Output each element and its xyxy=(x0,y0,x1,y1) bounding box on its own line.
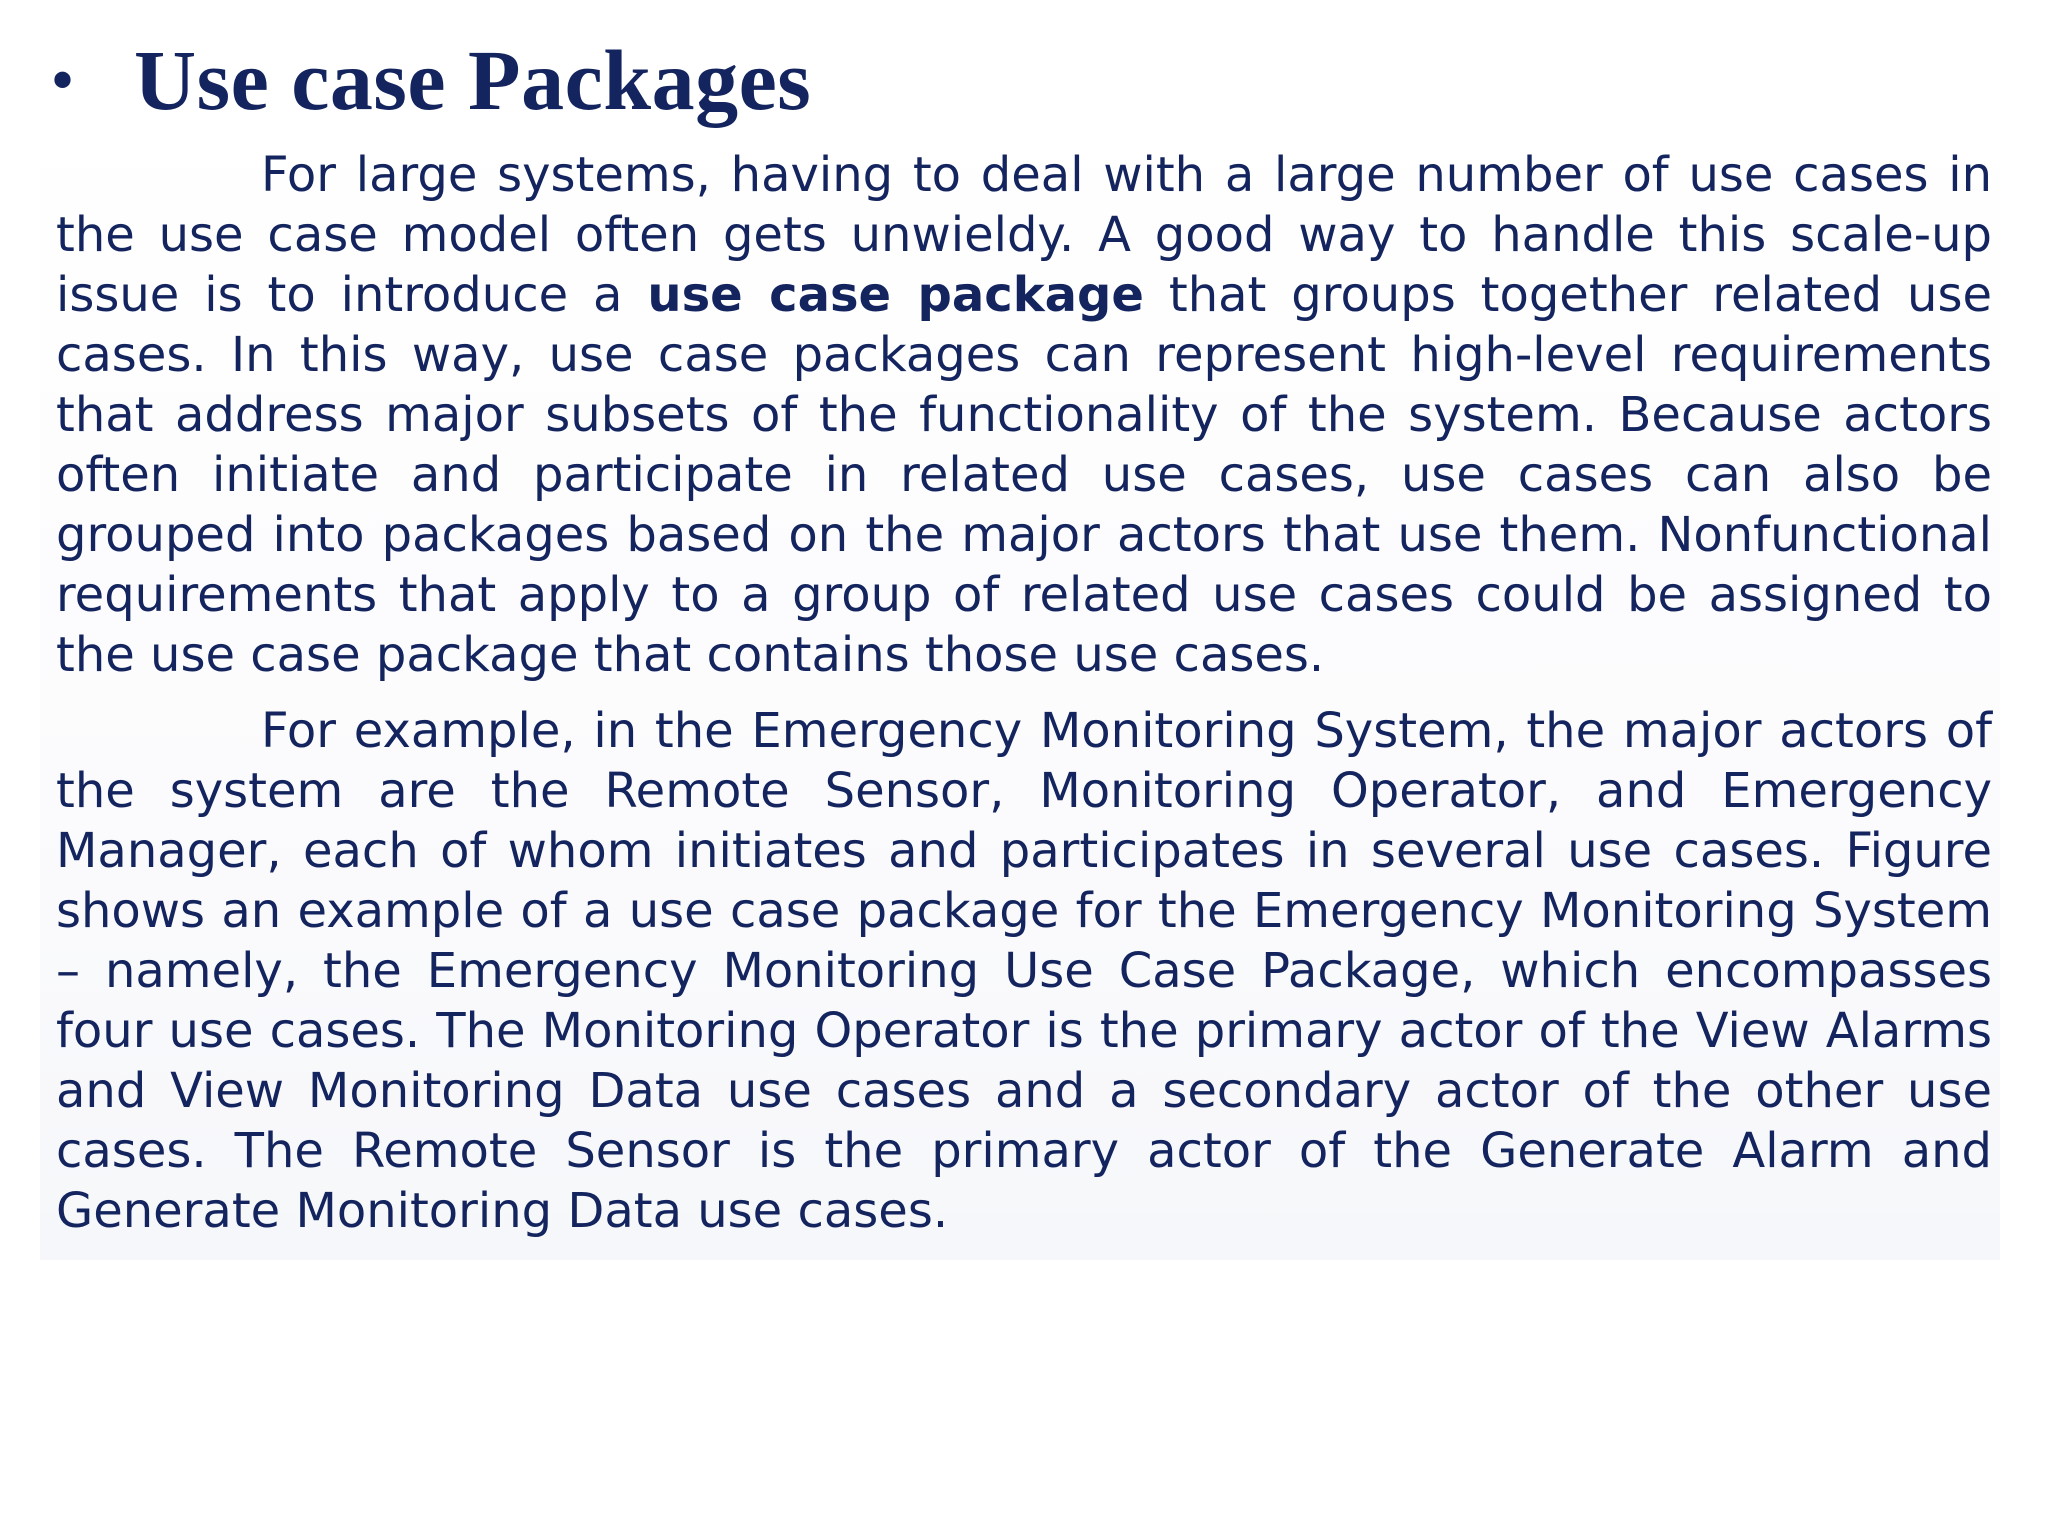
paragraph-1-text-start: For large systems, having to deal with a large number of use cases in the use case model often gets unwieldy. A good way to handle this scale-up issue is to introduce a xyxy=(56,147,1992,323)
paragraph-2: For example, in the Emergency Monitoring System, the major actors of the system are the Remote Sensor, Monitoring Operator, and Emergency Manager, each of whom initiates and participates in several use cases. Figure shows an example of a use case package for the Emergency Monitoring System – namely, the Emergency Monitoring Use Case Package, which encompasses four use cases. The Monitoring Operator is the primary actor of the View Alarms and View Monitoring Data use cases and a secondary actor of the other use cases. The Remote Sensor is the primary actor of the Generate Alarm and Generate Monitoring Data use cases. xyxy=(56,703,1992,1239)
title-row xyxy=(52,30,811,130)
paragraph-1 xyxy=(56,145,1992,685)
slide-body xyxy=(56,145,1992,1257)
paragraph-1-bold-term: use case package xyxy=(647,267,1144,323)
paragraph-1-text-end: that groups together related use cases. In this way, use case packages can represent high-level requirements that address major subsets of the functionality of the system. Because actors often initiate and participate in related use cases, use cases can also be grouped into packages based on the major actors that use them. Nonfunctional requirements that apply to a group of related use cases could be assigned to the use case package that contains those use cases. xyxy=(56,267,1992,683)
slide-title: Use case Packages xyxy=(134,32,812,128)
title-bullet: • xyxy=(52,46,74,113)
